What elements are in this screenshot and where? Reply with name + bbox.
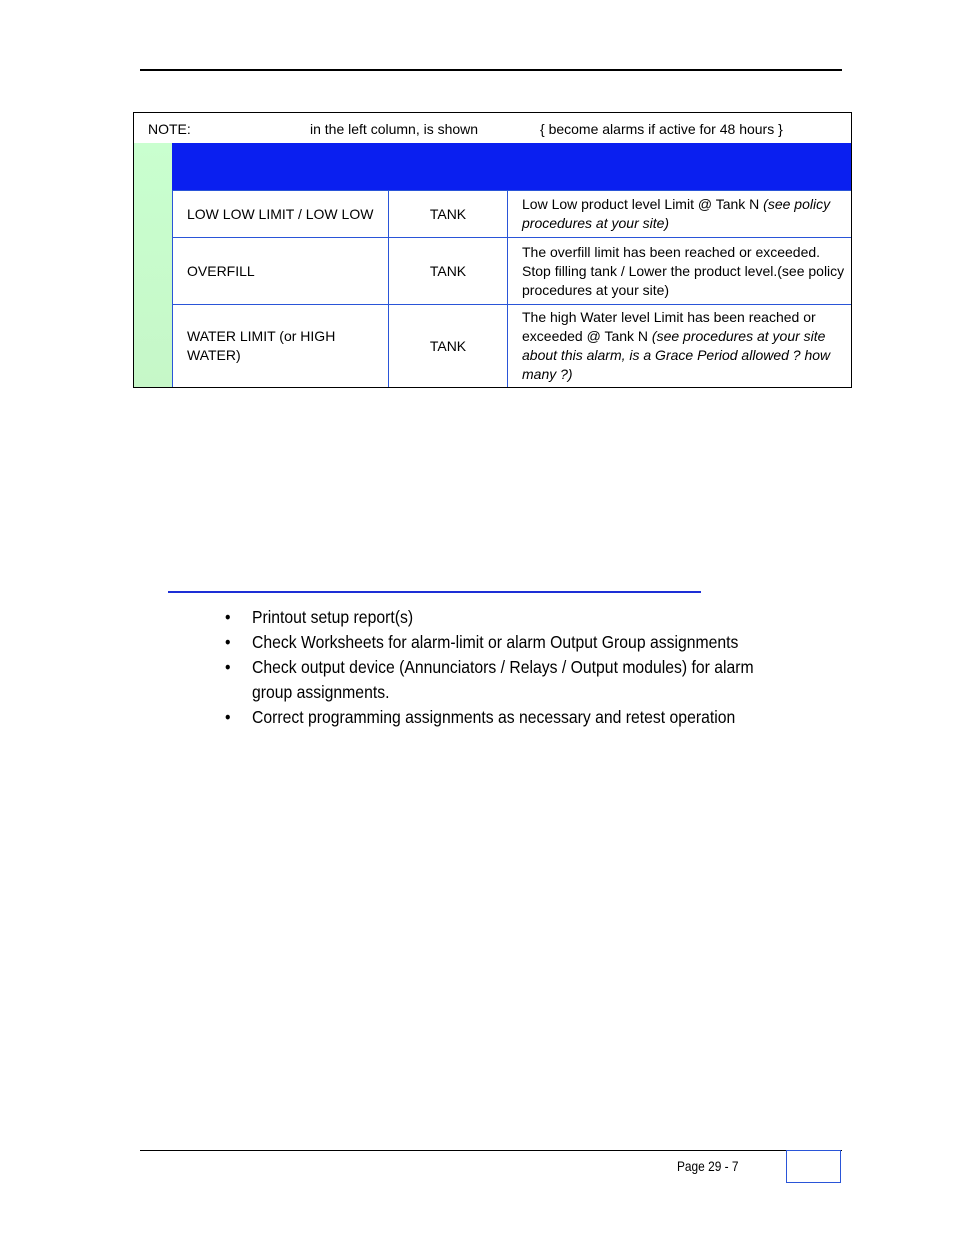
list-item: • Check output device (Annunciators / Relays / Output modules) for alarm group assignments. <box>225 655 783 705</box>
device-cell: TANK <box>388 238 507 304</box>
device-cell: TANK <box>388 191 507 237</box>
alarm-name-cell: WATER LIMIT (or HIGH WATER) <box>172 305 388 387</box>
alarm-table <box>133 112 852 388</box>
device-cell: TANK <box>388 305 507 387</box>
category-side-band <box>134 143 172 387</box>
description-italic-text: (see policy procedures at your site) <box>522 196 831 231</box>
description-cell <box>507 191 851 237</box>
description-text: Low Low product level Limit @ Tank N <box>522 196 764 212</box>
list-item: • Printout setup report(s) <box>225 605 783 630</box>
note-label: NOTE: <box>148 121 191 137</box>
table-row <box>172 237 851 304</box>
note-middle-text: in the left column, is shown <box>310 121 479 137</box>
note-row <box>134 113 851 143</box>
description-cell <box>507 238 851 304</box>
note-right-text: { become alarms if active for 48 hours } <box>540 121 783 137</box>
list-item: • Correct programming assignments as necessary and retest operation <box>225 705 783 730</box>
description-text: The high Water level Limit has been reached or exceeded @ Tank N <box>522 309 816 344</box>
description-cell <box>507 305 851 387</box>
list-item: • Check Worksheets for alarm-limit or alarm Output Group assignments <box>225 630 783 655</box>
page-number: Page 29 - 7 <box>677 1158 739 1174</box>
footer-rule <box>140 1150 842 1151</box>
table-row <box>172 190 851 237</box>
section-heading-rule <box>168 591 701 593</box>
footer-box <box>786 1150 841 1183</box>
header-rule <box>140 69 842 71</box>
alarm-name-cell: LOW LOW LIMIT / LOW LOW <box>172 191 388 237</box>
troubleshooting-list <box>225 605 783 730</box>
description-italic-text: (see procedures at your site about this alarm, is a Grace Period allowed ? how many ?) <box>522 328 831 382</box>
description-text: The overfill limit has been reached or exceeded. Stop filling tank / Lower the product level.(see policy procedures at your site) <box>522 243 845 298</box>
table-row <box>172 304 851 387</box>
table-header-band <box>172 143 851 190</box>
alarm-name-cell: OVERFILL <box>172 238 388 304</box>
